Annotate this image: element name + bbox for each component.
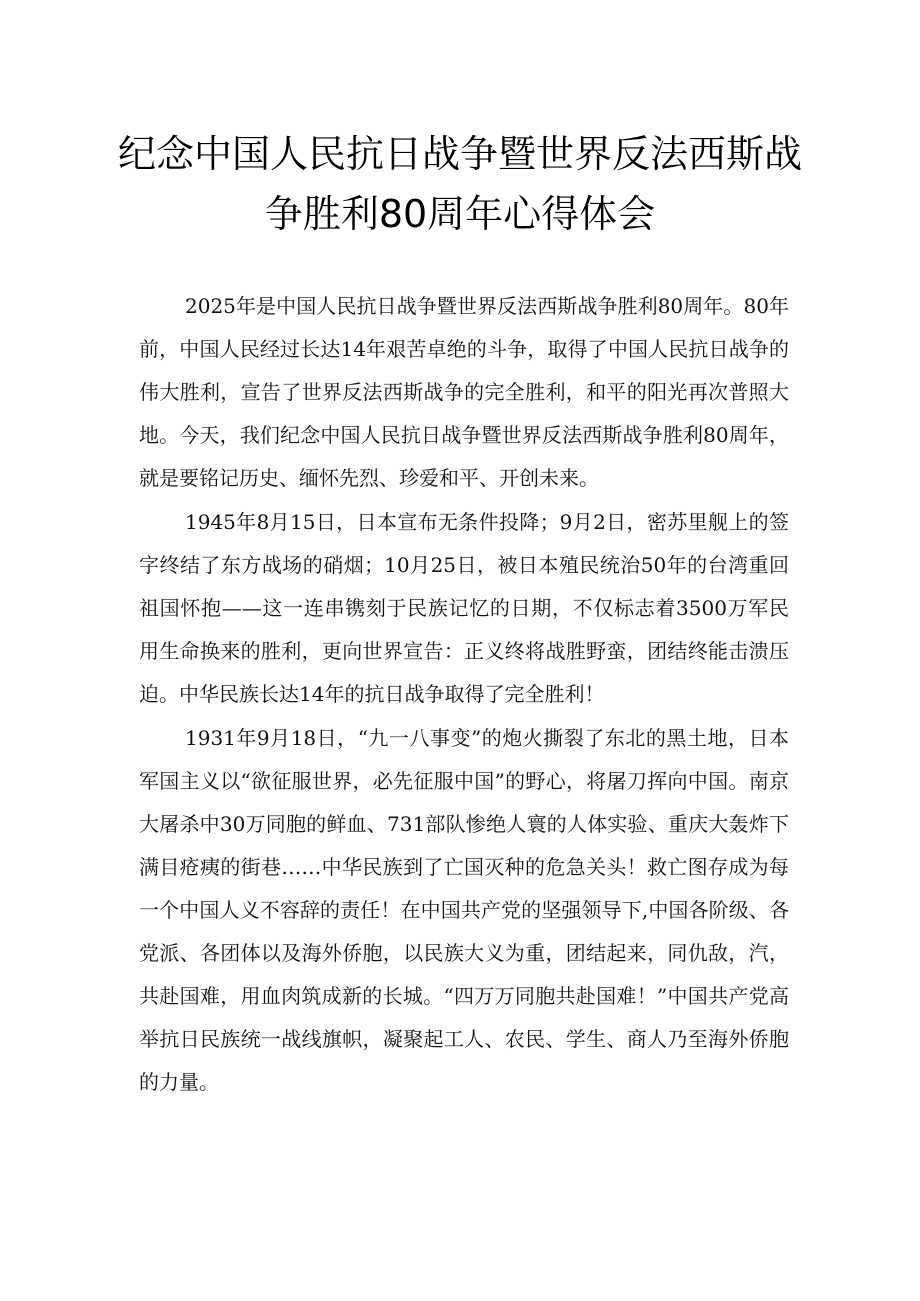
document-title-line-2: 争胜利80周年心得体会 bbox=[264, 192, 656, 236]
paragraph-3 bbox=[139, 717, 789, 1104]
paragraph-1-text: 2025年是中国人民抗日战争暨世界反法西斯战争胜利80周年。80年前，中国人民经过长达14年艰苦卓绝的斗争，取得了中国人民抗日战争的伟大胜利，宣告了世界反法西斯战争的完全胜利，和平的阳光再次普照大地。今天，我们纪念中国人民抗日战争暨世界反法西斯战争胜利80周年，就是要铭记历史、缅怀先烈、珍爱和平、开创未来。 bbox=[139, 294, 789, 490]
paragraph-3-text: 1931年9月18日，“九一八事变”的炮火撕裂了东北的黑土地，日本军国主义以“欲征服世界，必先征服中国”的野心，将屠刀挥向中国。南京大屠杀中30万同胞的鲜血、731部队惨绝人寰的人体实验、重庆大轰炸下满目疮痍的街巷……中华民族到了亡国灭种的危急关头！救亡图存成为每一个中国人义不容辞的责任！在中国共产党的坚强领导下,中国各阶级、各党派、各团体以及海外侨胞，以民族大义为重，团结起来，同仇敌，汽，共赴国难，用血肉筑成新的长城。“四万万同胞共赴国难！”中国共产党高举抗日民族统一战线旗帜，凝聚起工人、农民、学生、商人乃至海外侨胞的力量。 bbox=[139, 726, 789, 1094]
paragraph-1 bbox=[139, 285, 789, 500]
paragraph-2 bbox=[139, 501, 789, 716]
paragraph-2-text: 1945年8月15日，日本宣布无条件投降；9月2日，密苏里舰上的签字终结了东方战场的硝烟；10月25日，被日本殖民统治50年的台湾重回祖国怀抱——这一连串镌刻于民族记忆的日期，不仅标志着3500万军民用生命换来的胜利，更向世界宣告：正义终将战胜野蛮，团结终能击溃压迫。中华民族长达14年的抗日战争取得了完全胜利！ bbox=[139, 510, 789, 706]
document-title-line-1: 纪念中国人民抗日战争暨世界反法西斯战 bbox=[117, 132, 802, 176]
